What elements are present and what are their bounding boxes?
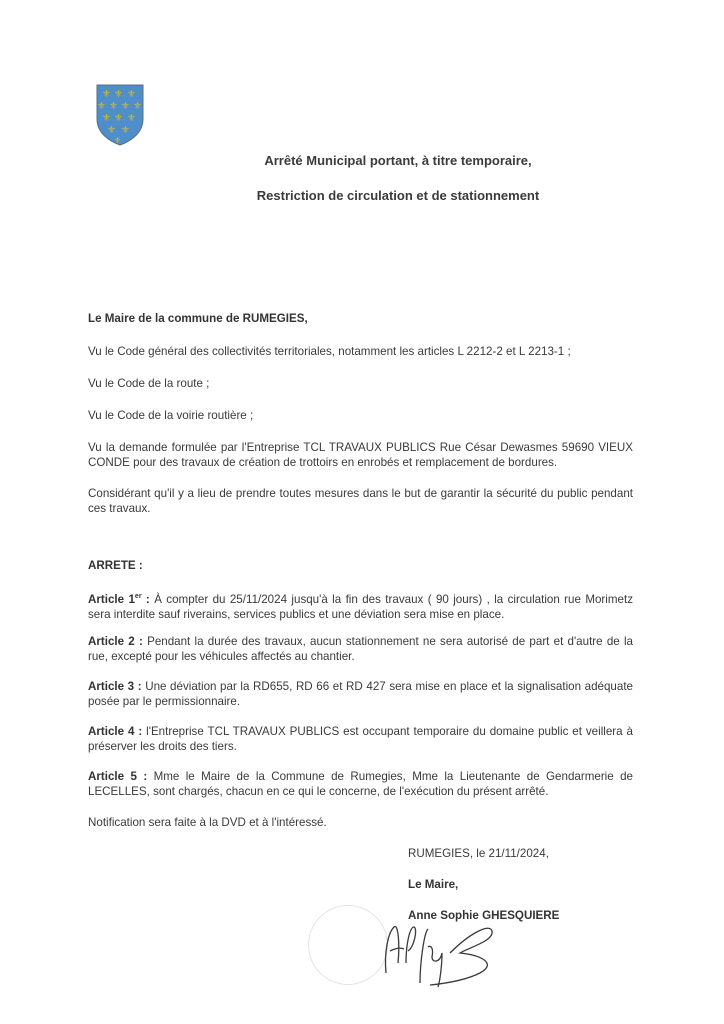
svg-text:⚜: ⚜ bbox=[97, 101, 106, 112]
arrete-heading: ARRETE : bbox=[88, 559, 143, 572]
article-label-sup: er bbox=[134, 593, 142, 600]
svg-text:⚜: ⚜ bbox=[102, 113, 111, 124]
article-4 bbox=[88, 724, 633, 754]
article-label-sep: : bbox=[141, 592, 155, 606]
consideration: Considérant qu'il y a lieu de prendre toutes mesures dans le but de garantir la sécurité du public pendant ces travaux. bbox=[88, 487, 633, 515]
svg-text:⚜: ⚜ bbox=[114, 89, 123, 100]
article-2 bbox=[88, 634, 633, 664]
signer-name: Anne Sophie GHESQUIERE bbox=[408, 909, 560, 922]
svg-text:⚜: ⚜ bbox=[107, 125, 116, 136]
consideration: Vu le Code de la voirie routière ; bbox=[88, 409, 254, 422]
signer-role: Le Maire, bbox=[408, 878, 459, 891]
place-date: RUMEGIES, le 21/11/2024, bbox=[408, 847, 549, 860]
svg-text:⚜: ⚜ bbox=[109, 101, 118, 112]
article-date: 25/11/2024 bbox=[229, 592, 288, 606]
consideration: Vu le Code général des collectivités territoriales, notamment les articles L 2212-2 et L 2213-1 ; bbox=[88, 345, 571, 358]
mayor-heading: Le Maire de la commune de RUMEGIES, bbox=[88, 312, 308, 325]
svg-text:⚜: ⚜ bbox=[127, 89, 136, 100]
svg-text:⚜: ⚜ bbox=[121, 101, 130, 112]
svg-text:⚜: ⚜ bbox=[102, 89, 111, 100]
svg-text:⚜: ⚜ bbox=[121, 125, 130, 136]
article-1 bbox=[88, 589, 633, 622]
article-label: Article 2 : bbox=[88, 635, 143, 648]
article-text: Pendant la durée des travaux, aucun stationnement ne sera autorisé de part et d'autre de la rue, excepté pour les véhicules affectés au chantier. bbox=[88, 635, 633, 663]
article-3 bbox=[88, 679, 633, 709]
consideration: Vu la demande formulée par l'Entreprise TCL TRAVAUX PUBLICS Rue César Dewasmes 59690 VIEUX CONDE pour des travaux de création de trottoirs en enrobés et remplacement de bordures. bbox=[88, 441, 633, 469]
svg-text:⚜: ⚜ bbox=[127, 113, 136, 124]
article-text: Une déviation par la RD655, RD 66 et RD 427 sera mise en place et la signalisation adéquate posée par le permissionnaire. bbox=[88, 680, 633, 708]
official-stamp bbox=[308, 905, 388, 985]
svg-text:⚜: ⚜ bbox=[114, 113, 123, 124]
handwritten-signature bbox=[380, 913, 510, 993]
consideration: Vu le Code de la route ; bbox=[88, 377, 210, 390]
article-5 bbox=[88, 769, 633, 799]
article-label: Article 3 : bbox=[88, 680, 142, 693]
article-text: l'Entreprise TCL TRAVAUX PUBLICS est occupant temporaire du domaine public et veillera à préserver les droits des tiers. bbox=[88, 725, 633, 753]
notification: Notification sera faite à la DVD et à l'intéressé. bbox=[88, 816, 327, 829]
article-text: À compter du bbox=[154, 592, 230, 606]
article-label: Article 1 bbox=[88, 592, 135, 606]
article-text: Mme le Maire de la Commune de Rumegies, Mme la Lieutenante de Gendarmerie de LECELLES, sont chargés, chacun en ce qui le concerne, de l'exécution du présent arrêté. bbox=[88, 770, 633, 798]
article-text: jusqu'à la fin des travaux ( 90 jours) , la circulation rue Morimetz sera interdite sauf riverains, services publics et une déviation sera mise en place. bbox=[88, 592, 633, 621]
svg-text:⚜: ⚜ bbox=[133, 101, 142, 112]
article-label: Article 5 : bbox=[88, 770, 148, 783]
coat-of-arms-icon bbox=[95, 83, 145, 147]
article-label: Article 4 : bbox=[88, 725, 143, 738]
document-title-line-1: Arrêté Municipal portant, à titre temporaire, bbox=[264, 153, 532, 168]
svg-text:⚜: ⚜ bbox=[114, 136, 122, 145]
document-title-line-2: Restriction de circulation et de stationnement bbox=[256, 188, 540, 203]
